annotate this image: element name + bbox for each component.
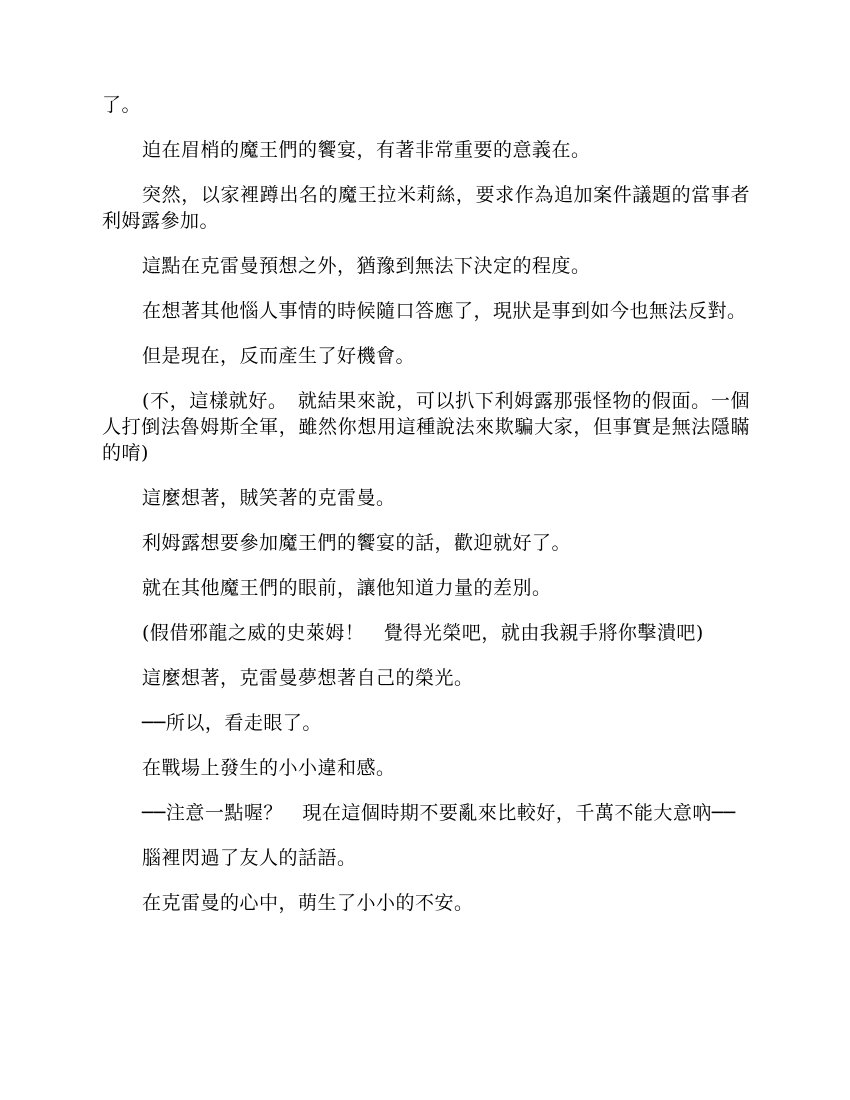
paragraph: 但是現在，反而產生了好機會。 — [142, 345, 416, 367]
paragraph: 這點在克雷曼預想之外，猶豫到無法下決定的程度。 — [142, 255, 591, 277]
paragraph: 突然，以家裡蹲出名的魔王拉米莉絲，要求作為追加案件議題的當事者利姆露參加。 — [102, 184, 750, 232]
paragraph: 利姆露想要參加魔王們的饗宴的話，歡迎就好了。 — [142, 532, 572, 554]
paragraph: 了。 — [102, 94, 142, 116]
paragraph: 在戰場上發生的小小違和感。 — [142, 757, 396, 779]
paragraph: 在想著其他惱人事情的時候隨口答應了，現狀是事到如今也無法反對。 — [142, 300, 747, 322]
paragraph: ──注意一點喔？ 現在這個時期不要亂來比較好，千萬不能大意吶── — [142, 802, 736, 824]
paragraph: (假借邪龍之威的史萊姆！ 覺得光榮吧，就由我親手將你擊潰吧) — [142, 622, 704, 644]
paragraph: 腦裡閃過了友人的話語。 — [142, 847, 357, 869]
paragraph: ──所以，看走眼了。 — [142, 712, 322, 734]
paragraph: 這麼想著，克雷曼夢想著自己的榮光。 — [142, 667, 474, 689]
paragraph: 就在其他魔王們的眼前，讓他知道力量的差別。 — [142, 577, 552, 599]
paragraph: 在克雷曼的心中，萌生了小小的不安。 — [142, 892, 474, 914]
paragraph: (不，這樣就好。 就結果來說，可以扒下利姆露那張怪物的假面。一個人打倒法魯姆斯全軍，雖然你想用這種說法來欺騙大家，但事實是無法隱瞞的唷) — [102, 390, 750, 464]
document-body — [102, 92, 750, 935]
paragraph: 迫在眉梢的魔王們的饗宴，有著非常重要的意義在。 — [142, 139, 591, 161]
paragraph: 這麼想著，賊笑著的克雷曼。 — [142, 487, 396, 509]
